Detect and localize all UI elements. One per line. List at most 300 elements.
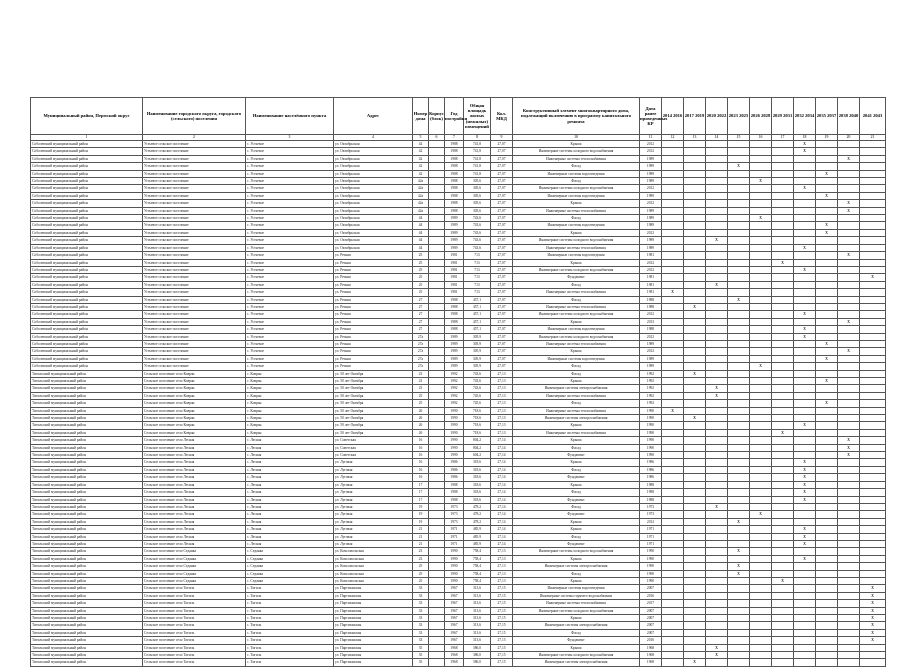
house-number-cell: 35 (413, 644, 429, 651)
period-cell (684, 481, 706, 488)
period-cell (706, 333, 728, 340)
district-cell: Тигильский муниципальный район (31, 607, 143, 614)
period-cell (816, 207, 838, 214)
address-cell: ул. Октябрьская (334, 192, 413, 199)
locality-cell: с. Устьевое (246, 207, 334, 214)
period-cell (794, 222, 816, 229)
block-cell (429, 378, 445, 385)
period-cell (838, 533, 860, 540)
period-cell (706, 437, 728, 444)
district-cell: Соболевский муниципальный район (31, 340, 143, 347)
period-cell (662, 415, 684, 422)
period-mark: X (794, 540, 816, 547)
period-mark: X (816, 378, 838, 385)
area-cell: 713 (464, 289, 491, 296)
period-cell (750, 481, 772, 488)
period-cell (816, 429, 838, 436)
structural-element-cell: Инженерные системы теплоснабжения (513, 303, 640, 310)
period-cell (684, 200, 706, 207)
period-mark: X (794, 141, 816, 148)
column-number: 3 (246, 135, 334, 141)
period-cell (794, 415, 816, 422)
year-built-cell: 1990 (445, 570, 464, 577)
area-cell: 457,1 (464, 296, 491, 303)
period-cell (706, 429, 728, 436)
year-built-cell: 1988 (445, 318, 464, 325)
period-cell (684, 592, 706, 599)
period-cell (662, 170, 684, 177)
period-cell (838, 577, 860, 584)
settlement-cell: Устьевое сельское поселение (143, 274, 246, 281)
period-cell (838, 378, 860, 385)
period-cell (728, 326, 750, 333)
house-number-cell: 16 (413, 466, 429, 473)
block-cell (429, 303, 445, 310)
block-cell (429, 489, 445, 496)
structural-element-cell: Инженерные системы водоотведения (513, 222, 640, 229)
district-cell: Тигильский муниципальный район (31, 459, 143, 466)
block-cell (429, 407, 445, 414)
period-cell (794, 407, 816, 414)
period-cell (816, 659, 838, 666)
mkd-count-cell: 27,13 (491, 422, 513, 429)
column-number: 9 (491, 135, 513, 141)
period-cell (772, 629, 794, 636)
address-cell: ул. Октябрьская (334, 141, 413, 148)
locality-cell: с. Лесная (246, 526, 334, 533)
previous-repair-date-cell: 1990 (640, 444, 662, 451)
period-cell (750, 333, 772, 340)
mkd-count-cell: 27,15 (491, 585, 513, 592)
area-cell: 741,8 (464, 170, 491, 177)
previous-repair-date-cell: 1968 (640, 644, 662, 651)
structural-element-cell: Фасад (513, 533, 640, 540)
column-number: 5 (413, 135, 429, 141)
structural-element-cell: Инженерные системы холодного водоснабжения (513, 311, 640, 318)
period-cell (794, 318, 816, 325)
period-cell (794, 192, 816, 199)
district-cell: Тигильский муниципальный район (31, 466, 143, 473)
period-cell (662, 526, 684, 533)
period-cell (816, 370, 838, 377)
block-cell (429, 222, 445, 229)
period-cell (662, 363, 684, 370)
period-cell (794, 644, 816, 651)
period-mark: X (860, 274, 886, 281)
district-cell: Тигильский муниципальный район (31, 526, 143, 533)
mkd-count-cell: 27,07 (491, 141, 513, 148)
period-cell (684, 274, 706, 281)
structural-element-cell: Фасад (513, 363, 640, 370)
period-cell (816, 259, 838, 266)
locality-cell: с. Тигиль (246, 644, 334, 651)
district-cell: Тигильский муниципальный район (31, 511, 143, 518)
period-mark: X (794, 185, 816, 192)
period-cell (816, 407, 838, 414)
settlement-cell: Сельское поселение село Лесная (143, 489, 246, 496)
period-cell (750, 459, 772, 466)
mkd-count-cell: 27,14 (491, 540, 513, 547)
period-cell (860, 400, 886, 407)
mkd-count-cell: 27,13 (491, 563, 513, 570)
address-cell: ул. Луговая (334, 511, 413, 518)
year-built-cell: 1971 (445, 540, 464, 547)
house-number-cell: 27 (413, 318, 429, 325)
area-cell: 718,6 (464, 422, 491, 429)
mkd-count-cell: 27,07 (491, 237, 513, 244)
year-built-cell: 1992 (445, 385, 464, 392)
period-cell (750, 303, 772, 310)
period-cell (860, 266, 886, 273)
settlement-cell: Сельское поселение село Тигиль (143, 644, 246, 651)
settlement-cell: Устьевое сельское поселение (143, 311, 246, 318)
period-cell (860, 192, 886, 199)
area-cell: 741,8 (464, 163, 491, 170)
period-cell (838, 222, 860, 229)
area-cell: 305,6 (464, 192, 491, 199)
structural-element-cell: Инженерные системы холодного водоснабжения (513, 548, 640, 555)
house-number-cell: 21 (413, 540, 429, 547)
period-cell (772, 281, 794, 288)
area-cell: 804,2 (464, 437, 491, 444)
house-number-cell: 26 (413, 415, 429, 422)
structural-element-cell: Инженерные системы электроснабжения (513, 659, 640, 666)
period-cell (706, 659, 728, 666)
previous-repair-date-cell: 1988 (640, 489, 662, 496)
house-number-cell: 44 (413, 237, 429, 244)
period-cell (706, 444, 728, 451)
period-cell (750, 326, 772, 333)
period-cell (838, 563, 860, 570)
period-cell (860, 466, 886, 473)
period-cell (750, 296, 772, 303)
period-cell (794, 577, 816, 584)
period-cell (684, 540, 706, 547)
address-cell: ул. Советская (334, 452, 413, 459)
period-cell (816, 444, 838, 451)
block-cell (429, 452, 445, 459)
year-built-cell: 1989 (445, 355, 464, 362)
address-cell: ул. Луговая (334, 533, 413, 540)
year-built-cell: 1988 (445, 141, 464, 148)
period-mark: X (860, 615, 886, 622)
period-cell (750, 141, 772, 148)
period-cell (662, 429, 684, 436)
period-cell (816, 511, 838, 518)
settlement-cell: Устьевое сельское поселение (143, 229, 246, 236)
area-cell: 457,1 (464, 303, 491, 310)
settlement-cell: Устьевое сельское поселение (143, 266, 246, 273)
house-number-cell: 25 (413, 563, 429, 570)
period-cell (728, 311, 750, 318)
period-cell (816, 392, 838, 399)
period-cell (794, 563, 816, 570)
period-cell (750, 370, 772, 377)
period-cell (816, 311, 838, 318)
house-number-cell: 25 (413, 392, 429, 399)
locality-cell: с. Ковран (246, 400, 334, 407)
previous-repair-date-cell: 1971 (640, 540, 662, 547)
period-cell (728, 244, 750, 251)
address-cell: ул. Луговая (334, 518, 413, 525)
house-number-cell: 33 (413, 592, 429, 599)
structural-element-cell: Инженерные системы теплоснабжения (513, 244, 640, 251)
area-cell: 305,6 (464, 185, 491, 192)
block-cell (429, 533, 445, 540)
period-cell (860, 659, 886, 666)
period-cell (838, 592, 860, 599)
period-cell (662, 192, 684, 199)
period-cell (750, 585, 772, 592)
period-cell (662, 629, 684, 636)
period-cell (794, 229, 816, 236)
settlement-cell: Сельское поселение село Ковран (143, 407, 246, 414)
block-cell (429, 629, 445, 636)
previous-repair-date-cell: 2012 (640, 259, 662, 266)
period-cell (728, 185, 750, 192)
period-mark: X (816, 355, 838, 362)
address-cell: ул. Луговая (334, 481, 413, 488)
mkd-count-cell: 27,07 (491, 155, 513, 162)
house-number-cell: 23 (413, 555, 429, 562)
period-cell (816, 200, 838, 207)
previous-repair-date-cell: 2012 (640, 200, 662, 207)
period-mark: X (838, 437, 860, 444)
period-cell (838, 229, 860, 236)
settlement-cell: Устьевое сельское поселение (143, 333, 246, 340)
period-cell (684, 237, 706, 244)
structural-element-cell: Инженерные системы холодного водоснабжения (513, 185, 640, 192)
period-cell (728, 192, 750, 199)
district-cell: Тигильский муниципальный район (31, 370, 143, 377)
district-cell: Соболевский муниципальный район (31, 266, 143, 273)
period-cell (662, 229, 684, 236)
period-cell (794, 652, 816, 659)
period-cell (662, 570, 684, 577)
period-mark: X (662, 407, 684, 414)
table-row (31, 274, 886, 281)
period-cell (794, 511, 816, 518)
mkd-count-cell: 27,15 (491, 615, 513, 622)
area-cell: 743,6 (464, 237, 491, 244)
period-cell (750, 592, 772, 599)
period-mark: X (838, 348, 860, 355)
house-number-cell: 42а (413, 185, 429, 192)
area-cell: 478,2 (464, 518, 491, 525)
period-cell (816, 615, 838, 622)
address-cell: ул. Речная (334, 252, 413, 259)
period-cell (750, 533, 772, 540)
locality-cell: с. Устьевое (246, 178, 334, 185)
previous-repair-date-cell: 2007 (640, 629, 662, 636)
period-cell (772, 659, 794, 666)
period-cell (816, 637, 838, 644)
year-built-cell: 1988 (445, 207, 464, 214)
block-cell (429, 192, 445, 199)
structural-element-cell: Крыша (513, 200, 640, 207)
period-cell (772, 652, 794, 659)
column-number: 11 (640, 135, 662, 141)
address-cell: ул. Луговая (334, 489, 413, 496)
locality-cell: с. Тигиль (246, 615, 334, 622)
period-cell (794, 200, 816, 207)
block-cell (429, 252, 445, 259)
period-cell (728, 378, 750, 385)
table-row (31, 518, 886, 525)
year-built-cell: 1988 (445, 163, 464, 170)
period-mark: X (706, 503, 728, 510)
period-cell (772, 400, 794, 407)
district-cell: Соболевский муниципальный район (31, 192, 143, 199)
column-number: 12 (662, 135, 684, 141)
address-cell: ул. Речная (334, 296, 413, 303)
period-cell (772, 370, 794, 377)
period-cell (838, 185, 860, 192)
period-cell (662, 400, 684, 407)
period-cell (706, 548, 728, 555)
locality-cell: с. Устьевое (246, 303, 334, 310)
block-cell (429, 422, 445, 429)
period-cell (684, 474, 706, 481)
previous-repair-date-cell: 2007 (640, 615, 662, 622)
table-row (31, 252, 886, 259)
block-cell (429, 644, 445, 651)
period-cell (662, 274, 684, 281)
previous-repair-date-cell: 1989 (640, 155, 662, 162)
period-cell (728, 466, 750, 473)
address-cell: ул. Партизанская (334, 585, 413, 592)
block-cell (429, 215, 445, 222)
period-cell (794, 378, 816, 385)
period-cell (684, 526, 706, 533)
area-cell: 604,2 (464, 452, 491, 459)
mkd-count-cell: 27,14 (491, 437, 513, 444)
period-cell (838, 326, 860, 333)
period-mark: X (794, 489, 816, 496)
locality-cell: с. Устьевое (246, 289, 334, 296)
period-cell (662, 577, 684, 584)
period-mark: X (816, 229, 838, 236)
period-cell (684, 163, 706, 170)
district-cell: Соболевский муниципальный район (31, 178, 143, 185)
column-number: 10 (513, 135, 640, 141)
period-cell (772, 615, 794, 622)
period-cell (662, 348, 684, 355)
period-cell (728, 363, 750, 370)
address-cell: ул. Партизанская (334, 652, 413, 659)
locality-cell: с. Лесная (246, 489, 334, 496)
period-cell (706, 555, 728, 562)
settlement-cell: Сельское поселение село Лесная (143, 466, 246, 473)
mkd-count-cell: 27,13 (491, 370, 513, 377)
district-cell: Тигильский муниципальный район (31, 415, 143, 422)
period-cell (772, 326, 794, 333)
year-built-cell: 1989 (445, 229, 464, 236)
district-cell: Тигильский муниципальный район (31, 429, 143, 436)
period-mark: X (750, 215, 772, 222)
period-cell (772, 496, 794, 503)
column-number: 4 (334, 135, 413, 141)
period-cell (772, 192, 794, 199)
period-cell (750, 392, 772, 399)
table-row (31, 577, 886, 584)
block-cell (429, 563, 445, 570)
house-number-cell: 42 (413, 155, 429, 162)
locality-cell: с. Лесная (246, 474, 334, 481)
district-cell: Тигильский муниципальный район (31, 400, 143, 407)
district-cell: Соболевский муниципальный район (31, 289, 143, 296)
period-cell (684, 466, 706, 473)
year-built-cell: 1988 (445, 178, 464, 185)
period-cell (838, 244, 860, 251)
period-mark: X (794, 148, 816, 155)
house-number-cell: 35 (413, 652, 429, 659)
structural-element-cell: Инженерные системы электроснабжения (513, 563, 640, 570)
locality-cell: с. Лесная (246, 459, 334, 466)
mkd-count-cell: 27,15 (491, 607, 513, 614)
table-row (31, 415, 886, 422)
table-row (31, 385, 886, 392)
address-cell: ул. Комсомольская (334, 563, 413, 570)
column-header: Общая площадь жилых (нежилых) помещений (464, 98, 491, 135)
period-cell (772, 252, 794, 259)
district-cell: Соболевский муниципальный район (31, 229, 143, 236)
address-cell: ул. Комсомольская (334, 570, 413, 577)
period-cell (772, 222, 794, 229)
period-cell (728, 452, 750, 459)
mkd-count-cell: 27,07 (491, 355, 513, 362)
district-cell: Соболевский муниципальный район (31, 155, 143, 162)
year-built-cell: 1967 (445, 637, 464, 644)
year-built-cell: 1988 (445, 155, 464, 162)
period-mark: X (772, 429, 794, 436)
year-built-cell: 1989 (445, 237, 464, 244)
mkd-count-cell: 27,14 (491, 452, 513, 459)
period-cell (750, 155, 772, 162)
table-row (31, 659, 886, 666)
address-cell: ул. Речная (334, 311, 413, 318)
period-cell (772, 311, 794, 318)
structural-element-cell: Инженерные системы холодного водоснабжения (513, 607, 640, 614)
period-cell (772, 518, 794, 525)
period-mark: X (860, 592, 886, 599)
period-cell (860, 200, 886, 207)
period-cell (750, 281, 772, 288)
settlement-cell: Устьевое сельское поселение (143, 141, 246, 148)
period-cell (772, 622, 794, 629)
period-cell (728, 622, 750, 629)
year-built-cell: 1971 (445, 533, 464, 540)
previous-repair-date-cell: 2007 (640, 622, 662, 629)
period-cell (684, 503, 706, 510)
column-header: 2014 2016 (662, 98, 684, 135)
period-cell (728, 252, 750, 259)
settlement-cell: Устьевое сельское поселение (143, 296, 246, 303)
period-cell (794, 452, 816, 459)
period-mark: X (860, 607, 886, 614)
period-cell (772, 355, 794, 362)
period-cell (706, 215, 728, 222)
period-cell (838, 637, 860, 644)
locality-cell: с. Ковран (246, 415, 334, 422)
period-cell (794, 259, 816, 266)
table-row (31, 644, 886, 651)
period-cell (794, 348, 816, 355)
locality-cell: с. Устьевое (246, 266, 334, 273)
block-cell (429, 385, 445, 392)
area-cell: 305,6 (464, 200, 491, 207)
mkd-count-cell: 27,07 (491, 222, 513, 229)
